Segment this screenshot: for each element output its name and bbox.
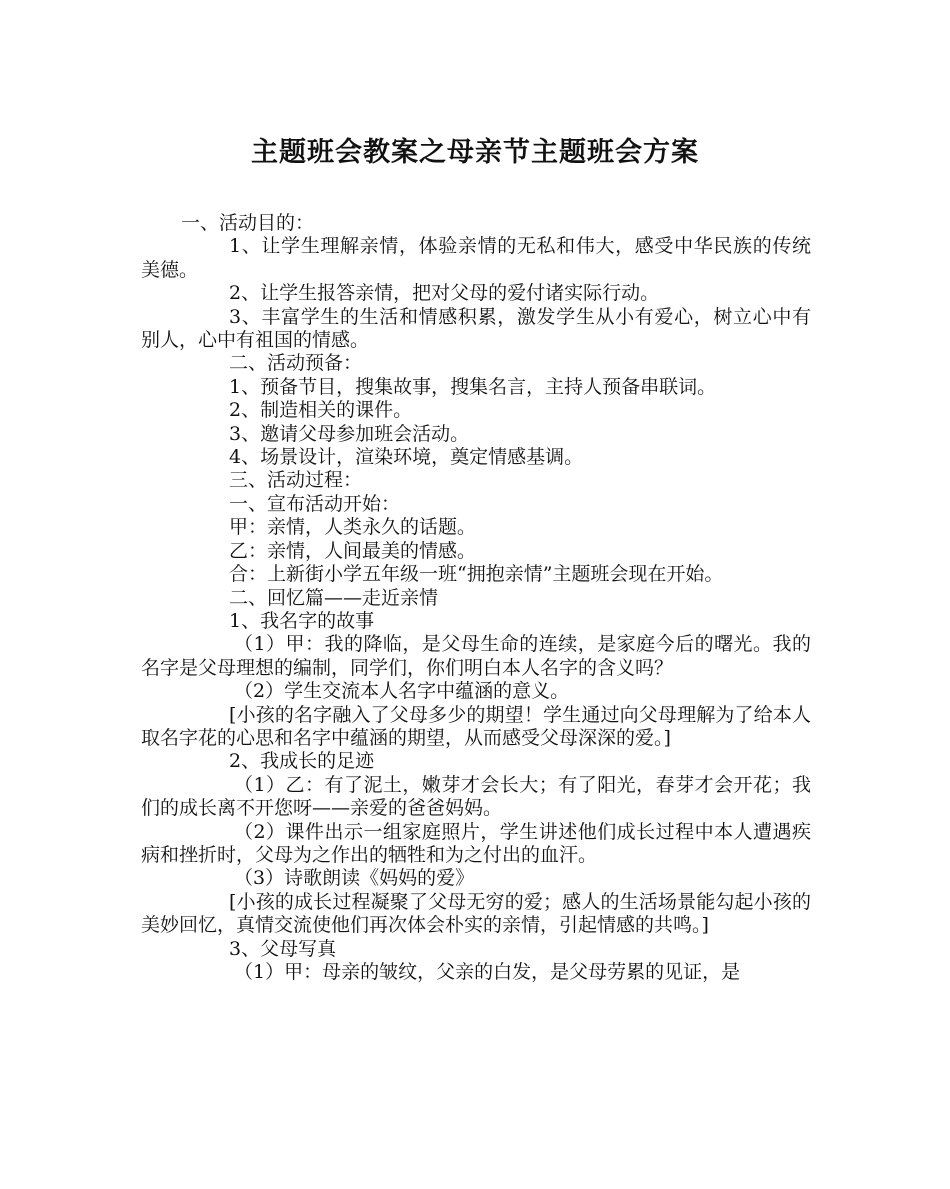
paragraph: 3、父母写真	[229, 937, 337, 960]
paragraph: 甲：亲情，人类永久的话题。	[229, 516, 477, 539]
paragraph: 合：上新街小学五年级一班“拥抱亲情”主题班会现在开始。	[229, 563, 724, 586]
paragraph: 二、回忆篇——走近亲情	[229, 586, 439, 609]
paragraph: 1、我名字的故事	[229, 609, 375, 632]
paragraph: （1）乙：有了泥土，嫩芽才会长大；有了阳光，春芽才会开花；我们的成长离不开您呀——亲爱的爸爸妈妈。	[141, 773, 811, 820]
paragraph: 1、让学生理解亲情，体验亲情的无私和伟大，感受中华民族的传统美德。	[141, 235, 811, 281]
paragraph: 一、宣布活动开始：	[229, 492, 401, 515]
paragraph: 2、我成长的足迹	[229, 750, 375, 773]
paragraph: 2、让学生报答亲情，把对父母的爱付诸实际行动。	[229, 282, 660, 305]
document-title: 主题班会教案之母亲节主题班会方案	[251, 137, 699, 168]
document-body	[141, 212, 811, 984]
paragraph: 乙：亲情，人间最美的情感。	[229, 539, 477, 562]
paragraph: 4、场景设计，渲染环境，奠定情感基调。	[229, 446, 584, 469]
paragraph: （3）诗歌朗读《妈妈的爱》	[234, 867, 475, 890]
paragraph: 1、预备节目，搜集故事，搜集名言，主持人预备串联词。	[229, 375, 717, 398]
paragraph: [小孩的成长过程凝聚了父母无穷的爱；感人的生活场景能勾起小孩的美妙回忆，真情交流使他们再次体会朴实的亲情，引起情感的共鸣。]	[141, 890, 811, 937]
paragraph: （2）课件出示一组家庭照片，学生讲述他们成长过程中本人遭遇疾病和挫折时，父母为之作出的牺牲和为之付出的血汗。	[141, 820, 811, 866]
paragraph: 一、活动目的：	[181, 212, 315, 234]
paragraph: （1）甲：我的降临，是父母生命的连续，是家庭今后的曙光。我的名字是父母理想的编制，同学们，你们明白本人名字的含义吗？	[141, 633, 811, 679]
paragraph: [小孩的名字融入了父母多少的期望！学生通过向父母理解为了给本人取名字花的心思和名字中蕴涵的期望，从而感受父母深深的爱。]	[141, 703, 811, 749]
paragraph: 3、邀请父母参加班会活动。	[229, 422, 470, 445]
paragraph: 3、丰富学生的生活和情感积累，激发学生从小有爱心，树立心中有别人，心中有祖国的情感。	[141, 305, 811, 352]
paragraph: （1）甲：母亲的皱纹，父亲的白发，是父母劳累的见证，是	[234, 961, 741, 983]
paragraph: 二、活动预备：	[229, 352, 363, 375]
paragraph: 三、活动过程：	[229, 469, 363, 492]
paragraph: 2、制造相关的课件。	[229, 399, 413, 422]
paragraph: （2）学生交流本人名字中蕴涵的意义。	[234, 680, 570, 703]
